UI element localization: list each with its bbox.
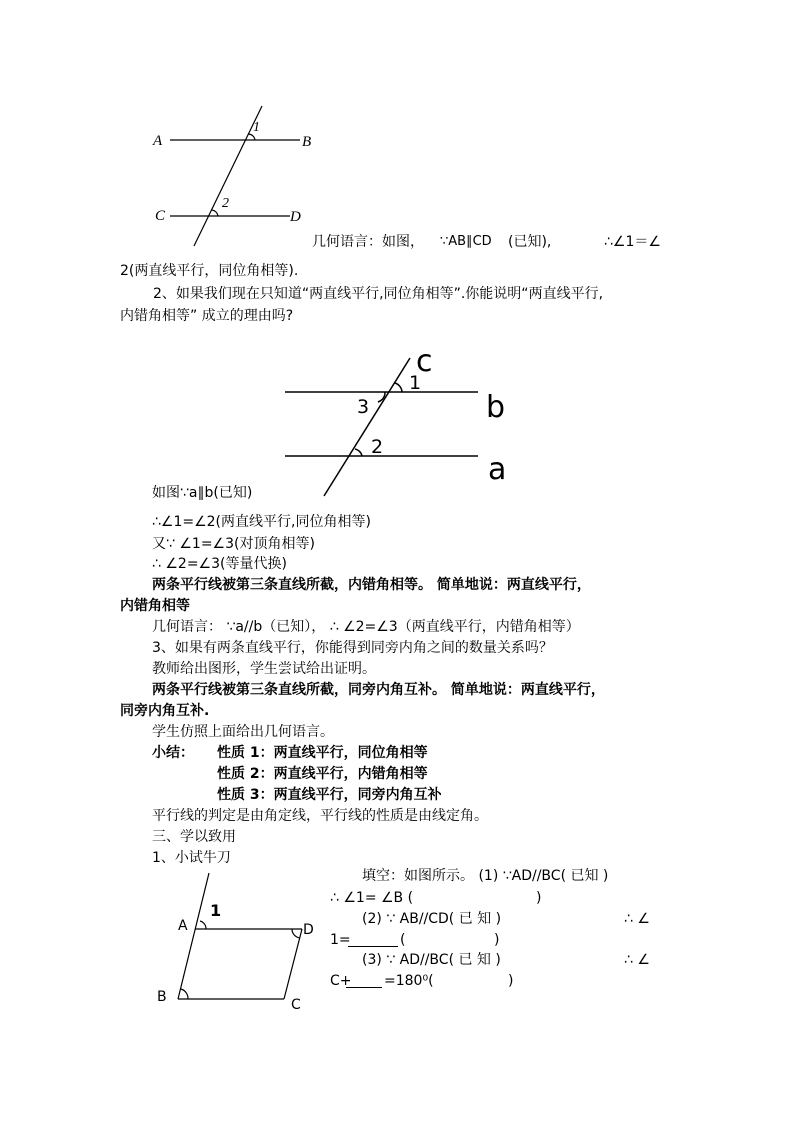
question-2-line2: 内错角相等” 成立的理由吗? [120, 308, 294, 324]
angle-1-label: 1 [409, 372, 422, 394]
fill-intro: 填空：如图所示。 (1) ∵AD//BC( 已知 ) [362, 868, 609, 884]
line-b-label: b [486, 390, 506, 425]
fill-q3-close: ) [508, 973, 514, 989]
proof-step-1: ∴∠1=∠2(两直线平行,同位角相等) [152, 514, 371, 530]
geometry-language-prefix: 几何语言：如图， [312, 234, 424, 250]
condition-ab-parallel-cd: ∵AB∥CD [440, 234, 492, 249]
fill-q2-paren: ( [400, 932, 406, 948]
fill-q3: (3) ∵ AD//BC( 已 知 ) [362, 952, 501, 968]
fill-q3-therefore: ∴ ∠ [624, 952, 650, 968]
angle-1-arc [395, 383, 402, 392]
fill-q2-therefore: ∴ ∠ [624, 911, 650, 927]
transversal-line [194, 106, 262, 246]
angle-1-arc [200, 921, 206, 929]
property-3: 性质 3：两直线平行，同旁内角互补 [217, 787, 442, 803]
teacher-note: 教师给出图形，学生尝试给出证明。 [152, 661, 376, 677]
angle-1-label: 1 [210, 901, 222, 920]
line-c-label: c [416, 344, 433, 379]
section-3-heading: 三、学以致用 [152, 829, 236, 845]
figure-2-lines [285, 358, 478, 496]
therefore-angle: ∴∠1＝∠ [604, 234, 661, 250]
fill-q2-prefix: 1= [330, 932, 351, 948]
known-reason: (已知), [508, 234, 552, 250]
angle-2-arc [212, 210, 218, 216]
fill-q3-blank[interactable] [346, 975, 382, 988]
geometry-language-2: 几何语言： ∵a//b（已知）， ∴ ∠2=∠3（两直线平行，内错角相等） [152, 619, 580, 635]
point-a-label: A [178, 918, 188, 934]
point-a-label: A [153, 133, 163, 149]
angle-b-arc [181, 989, 188, 999]
fill-q1: ∴ ∠1= ∠B ( [330, 890, 414, 906]
fill-q2-blank[interactable] [348, 934, 398, 947]
property-1: 性质 1：两直线平行，同位角相等 [217, 745, 428, 761]
fill-q3-suffix: =180⁰( [384, 973, 434, 989]
fill-q2-close: ) [494, 932, 500, 948]
point-b-label: B [157, 989, 167, 1005]
proof-step-3: ∴ ∠2=∠3(等量代换) [152, 556, 287, 572]
conclusion-1-line2: 内错角相等 [120, 598, 190, 614]
point-c-label: C [291, 997, 301, 1013]
conclusion-2-line1: 两条平行线被第三条直线所截，同旁内角互补。 简单地说：两直线平行， [152, 682, 605, 698]
point-b-label: B [302, 134, 312, 150]
angle-2-label: 2 [371, 436, 384, 458]
para1-line2: 2(两直线平行，同位角相等). [120, 263, 299, 279]
judgment-note: 平行线的判定是由角定线，平行线的性质是由线定角。 [152, 808, 488, 824]
angle-d-arc [292, 929, 300, 938]
conclusion-2-line2: 同旁内角互补. [120, 703, 210, 719]
line-c [324, 358, 410, 496]
angle-1-label: 1 [253, 120, 260, 135]
fill-q2: (2) ∵ AB//CD( 已 知 ) [362, 911, 502, 927]
fill-q1-close: ) [536, 890, 542, 906]
angle-2-arc [355, 449, 362, 456]
point-d-label: D [290, 209, 301, 225]
question-3: 3、如果有两条直线平行，你能得到同旁内角之间的数量关系吗？ [152, 640, 553, 656]
point-d-label: D [303, 922, 314, 938]
imitate-note: 学生仿照上面给出几何语言。 [152, 724, 334, 740]
fill-q3-prefix: C+ [330, 973, 352, 989]
transversal-ab [178, 873, 209, 999]
side-cd [284, 929, 302, 999]
angle-2-label: 2 [222, 196, 229, 211]
figure-1-lines [170, 106, 300, 246]
conclusion-1-line1: 两条平行线被第三条直线所截，内错角相等。 简单地说：两直线平行， [152, 577, 591, 593]
angle-3-label: 3 [357, 396, 370, 418]
line-a-label: a [488, 452, 507, 487]
point-c-label: C [155, 208, 166, 224]
property-2: 性质 2：两直线平行，内错角相等 [217, 766, 428, 782]
practice-heading: 1、小试牛刀 [152, 850, 231, 866]
summary-label: 小结： [152, 745, 194, 761]
proof-given: 如图∵a∥b(已知) [152, 485, 253, 501]
proof-step-2: 又∵ ∠1=∠3(对顶角相等) [152, 536, 315, 552]
figure-3-lines [178, 873, 302, 999]
question-2-line1: 2、如果我们现在只知道“两直线平行,同位角相等”.你能说明“两直线平行, [153, 286, 604, 302]
